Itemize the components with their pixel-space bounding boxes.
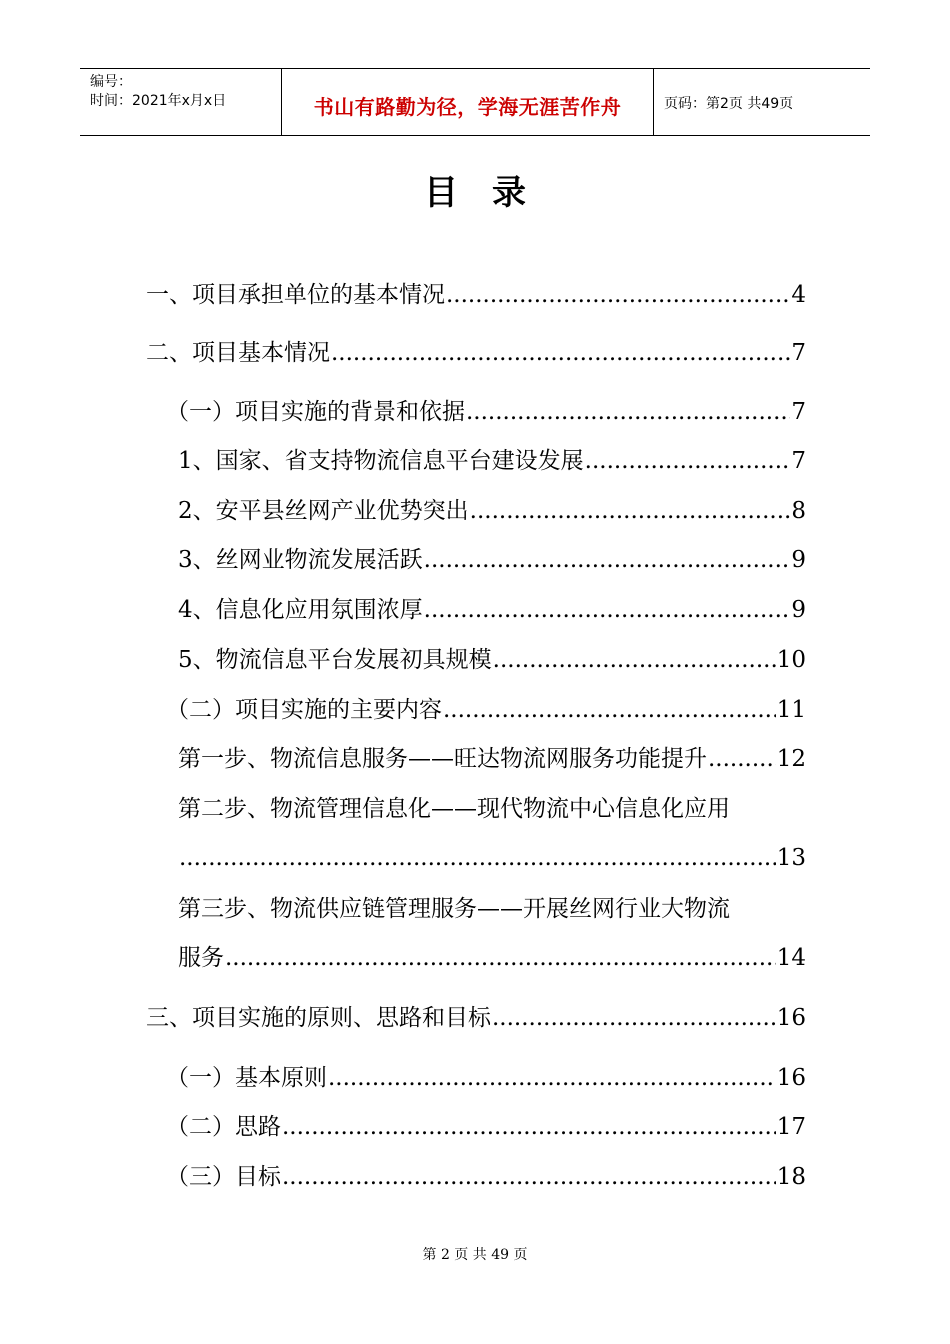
toc-entry-label: 第一步、物流信息服务——旺达物流网服务功能提升 — [178, 746, 707, 772]
toc-entry[interactable] — [178, 446, 806, 476]
toc-entry-label: 二、项目基本情况 — [146, 340, 330, 366]
toc-entry-page: 9 — [791, 547, 806, 573]
toc-leader-dots — [470, 496, 791, 526]
toc-entry-label: 三、项目实施的原则、思路和目标 — [146, 1005, 491, 1031]
document-number-label: 编号： — [90, 74, 132, 90]
toc-entry-page: 4 — [791, 282, 806, 308]
toc-entry[interactable] — [178, 943, 806, 973]
toc-entry-label: 3、丝网业物流发展活跃 — [178, 547, 423, 573]
toc-entry-page: 12 — [776, 746, 806, 772]
toc-entry[interactable] — [146, 1003, 806, 1033]
toc-leader-dots — [443, 695, 776, 725]
toc-entry-label: 4、信息化应用氛围浓厚 — [178, 597, 423, 623]
toc-entry-label: （一）项目实施的背景和依据 — [166, 399, 465, 425]
toc-entry-page: 11 — [776, 697, 806, 723]
toc-leader-dots — [424, 595, 791, 625]
toc-leader-dots — [446, 280, 790, 310]
toc-entry-page: 8 — [791, 498, 806, 524]
toc-entry-label-line[interactable]: 第三步、物流供应链管理服务——开展丝网行业大物流 — [178, 896, 730, 922]
page-footer: 第 2 页 共 49 页 — [422, 1247, 528, 1263]
toc-entry[interactable] — [166, 1162, 806, 1192]
toc-entry-label: 5、物流信息平台发展初具规模 — [178, 647, 492, 673]
header-meta-cell — [80, 69, 282, 135]
header-motto: 书山有路勤为径，学海无涯苦作舟 — [313, 95, 622, 119]
page-title: 目录 — [424, 173, 560, 213]
toc-entry-label: 一、项目承担单位的基本情况 — [146, 282, 445, 308]
toc-leader-dots — [493, 645, 776, 675]
toc-entry-page: 16 — [776, 1065, 806, 1091]
toc-entry-page: 14 — [776, 945, 806, 971]
toc-entry[interactable] — [178, 843, 806, 873]
toc-entry[interactable] — [166, 397, 806, 427]
toc-leader-dots — [282, 1112, 776, 1142]
toc-leader-dots — [179, 843, 776, 873]
toc-entry-label: 2、安平县丝网产业优势突出 — [178, 498, 469, 524]
toc-entry-page: 16 — [776, 1005, 806, 1031]
toc-entry-page: 7 — [791, 340, 806, 366]
toc-entry[interactable] — [178, 645, 806, 675]
header-page-cell — [654, 69, 870, 135]
toc-leader-dots — [331, 338, 790, 368]
toc-entry-label: （三）目标 — [166, 1164, 281, 1190]
toc-entry-page: 7 — [791, 448, 806, 474]
toc-entry[interactable] — [166, 1063, 806, 1093]
toc-leader-dots — [424, 545, 791, 575]
toc-entry-page: 10 — [776, 647, 806, 673]
toc-leader-dots — [328, 1063, 776, 1093]
toc-entry-label: （一）基本原则 — [166, 1065, 327, 1091]
toc-entry-label: 服务 — [178, 945, 224, 971]
document-date-label: 时间：2021年x月x日 — [90, 93, 227, 109]
toc-entry[interactable] — [166, 1112, 806, 1142]
toc-leader-dots — [585, 446, 791, 476]
toc-entry[interactable] — [178, 595, 806, 625]
toc-entry-page: 7 — [791, 399, 806, 425]
toc-entry-page: 18 — [776, 1164, 806, 1190]
toc-entry[interactable] — [146, 280, 806, 310]
toc-entry[interactable] — [178, 744, 806, 774]
header-page-info: 页码：第2页 共49页 — [664, 96, 794, 112]
toc-entry-page: 9 — [791, 597, 806, 623]
toc-entry-label: 1、国家、省支持物流信息平台建设发展 — [178, 448, 584, 474]
toc-entry-label-line[interactable]: 第二步、物流管理信息化——现代物流中心信息化应用 — [178, 796, 730, 822]
toc-leader-dots — [225, 943, 776, 973]
toc-leader-dots — [492, 1003, 776, 1033]
toc-entry-page: 17 — [776, 1114, 806, 1140]
toc-entry[interactable] — [178, 496, 806, 526]
toc-entry[interactable] — [146, 338, 806, 368]
toc-entry-page: 13 — [776, 845, 806, 871]
toc-entry[interactable] — [178, 545, 806, 575]
toc-leader-dots — [708, 744, 776, 774]
toc-entry[interactable] — [166, 695, 806, 725]
toc-entry-label: （二）思路 — [166, 1114, 281, 1140]
toc-leader-dots — [282, 1162, 776, 1192]
header-motto-cell — [282, 69, 654, 135]
document-header — [80, 68, 870, 136]
toc-entry-label: （二）项目实施的主要内容 — [166, 697, 442, 723]
toc-leader-dots — [466, 397, 790, 427]
